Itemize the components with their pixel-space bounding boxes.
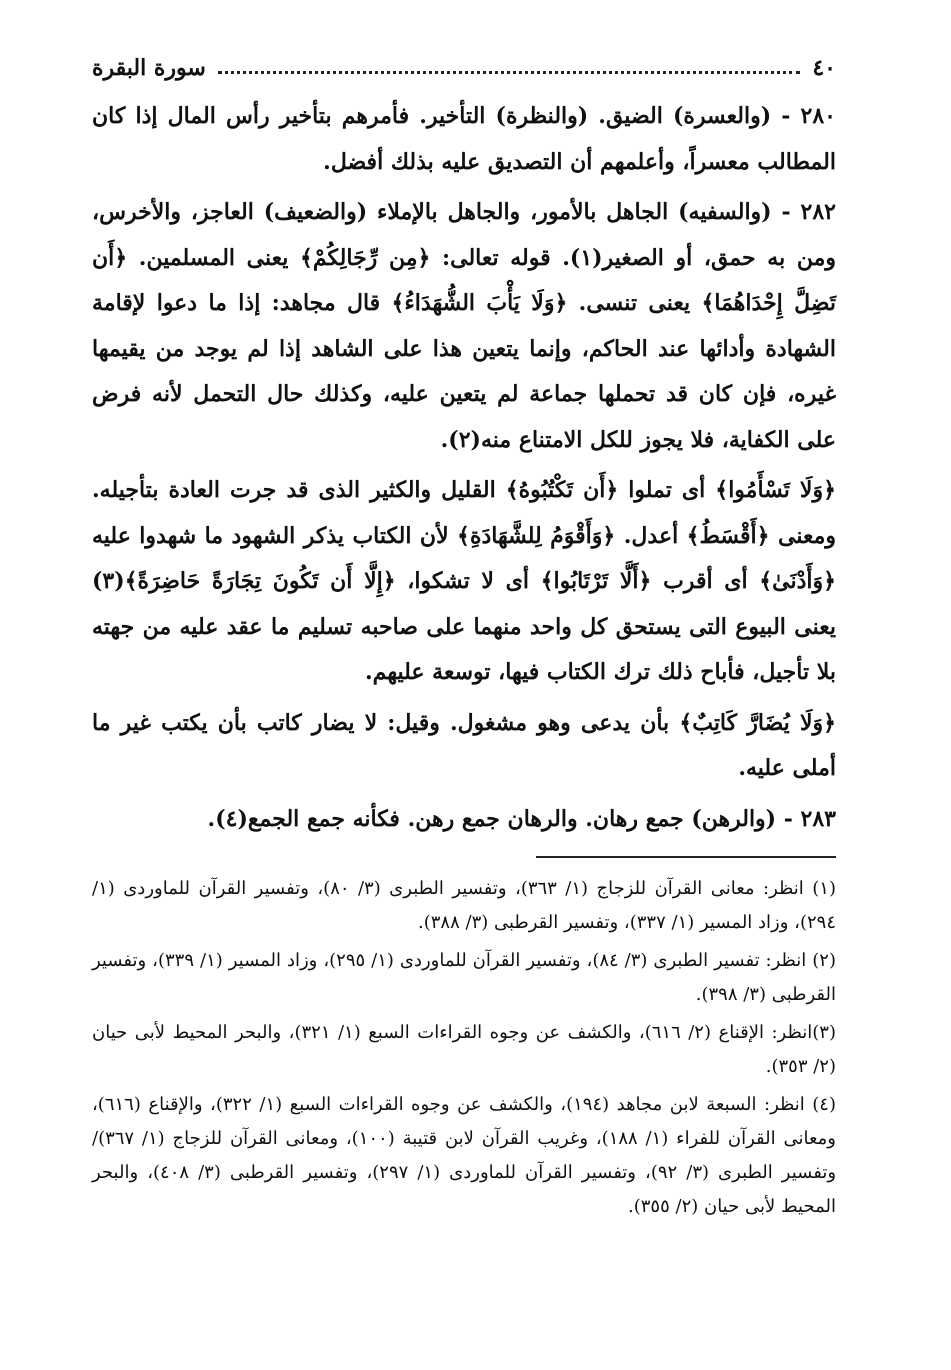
footnote-2: (٢) انظر: تفسير الطبرى (٣/ ٨٤)، وتفسير القرآن للماوردى (١/ ٢٩٥)، وزاد المسير (١/ ٣٣٩)، وتفسير القرطبى (٣/ ٣٩٨). (92, 950, 836, 1005)
paragraph-la-yudarra: ﴿وَلَا يُضَارَّ كَاتِبٌ﴾ بأن يدعى وهو مشغول. وقيل: لا يضار كاتب بأن يكتب غير ما أملى عليه. (92, 709, 836, 781)
footnotes (92, 872, 836, 1224)
paragraph-280: ٢٨٠ - (والعسرة) الضيق. (والنظرة) التأخير. فأمرهم بتأخير رأس المال إذا كان المطالب معسراً، وأعلمهم أن التصديق عليه بذلك أفضل. (92, 103, 836, 175)
footnote-4: (٤) انظر: السبعة لابن مجاهد (١٩٤)، والكشف عن وجوه القراءات السبع (١/ ٣٢٢)، والإقناع (٦١٦)، ومعانى القرآن للفراء (١/ ١٨٨)، وغريب القرآن لابن قتيبة (١٠٠)، ومعانى القرآن للزجاج (١/ ٣٦٧)/ وتفسير الطبرى (٣/ ٩٢)، وتفسير القرآن للماوردى (١/ ٢٩٧)، وتفسير القرطبى (٣/ ٤٠٨)، والبحر المحيط لأبى حيان (٢/ ٣٥٥). (92, 1094, 837, 1217)
page-number: ٤٠ (812, 55, 836, 81)
header-dot-leader (218, 71, 801, 74)
footnote-1: (١) انظر: معانى القرآن للزجاج (١/ ٣٦٣)، وتفسير الطبرى (٣/ ٨٠)، وتفسير القرآن للماوردى (١/ ٢٩٤)، وزاد المسير (١/ ٣٣٧)، وتفسير القرطبى (٣/ ٣٨٨). (92, 878, 836, 933)
paragraph-283: ٢٨٣ - (والرهن) جمع رهان. والرهان جمع رهن. فكأنه جمع الجمع(٤). (207, 805, 836, 832)
main-text (92, 94, 836, 842)
surah-title: سورة البقرة (92, 55, 206, 81)
footnote-separator (536, 856, 836, 858)
footnote-3: (٣)انظر: الإقناع (٢/ ٦١٦)، والكشف عن وجوه القراءات السبع (١/ ٣٢١)، والبحر المحيط لأبى حيان (٢/ ٣٥٣). (92, 1022, 836, 1077)
page-header (92, 48, 836, 88)
paragraph-282-continued: ﴿وَلَا تَسْأَمُوا﴾ أى تملوا ﴿أَن تَكْتُبُوهُ﴾ القليل والكثير الذى قد جرت العادة بتأجيله. ومعنى ﴿أَقْسَطُ﴾ أعدل. ﴿وَأَقْوَمُ لِلشَّهَادَةِ﴾ لأن الكتاب يذكر الشهود ما شهدوا عليه ﴿وَأَدْنَىٰ﴾ أى أقرب ﴿أَلَّا تَرْتَابُوا﴾ أى لا تشكوا، ﴿إِلَّا أَن تَكُونَ تِجَارَةً حَاضِرَةً﴾(٣) يعنى البيوع التى يستحق كل واحد منهما على صاحبه تسليم ما عقد عليه من جهته بلا تأجيل، فأباح ذلك ترك الكتاب فيها، توسعة عليهم. (92, 477, 836, 685)
paragraph-282: ٢٨٢ - (والسفيه) الجاهل بالأمور، والجاهل بالإملاء (والضعيف) العاجز، والأخرس، ومن به حمق، أو الصغير(١). قوله تعالى: ﴿مِن رِّجَالِكُمْ﴾ يعنى المسلمين. ﴿أَن تَضِلَّ إِحْدَاهُمَا﴾ يعنى تنسى. ﴿وَلَا يَأْبَ الشُّهَدَاءُ﴾ قال مجاهد: إذا ما دعوا لإقامة الشهادة وأدائها عند الحاكم، وإنما يتعين هذا على الشاهد إذا لم يوجد من يقيمها غيره، فإن كان قد تحملها جماعة لم يتعين عليه، وكذلك حال التحمل لأنه فرض على الكفاية، فلا يجوز للكل الامتناع منه(٢). (92, 199, 836, 453)
